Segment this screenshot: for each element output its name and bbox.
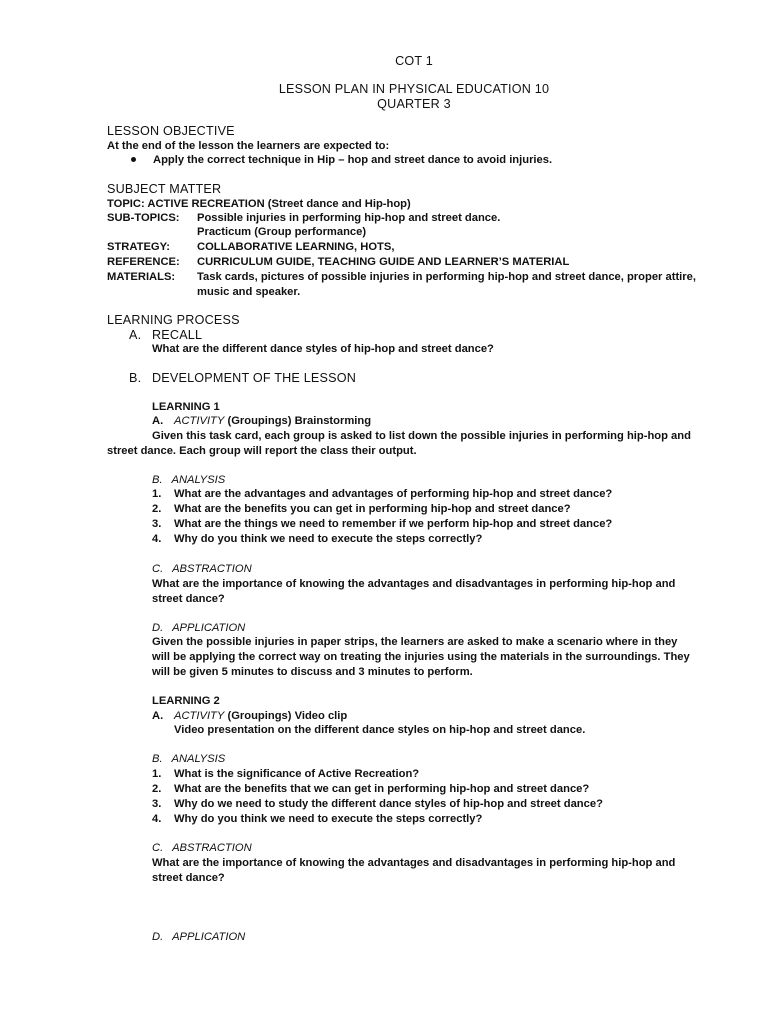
learning-process-heading: LEARNING PROCESS bbox=[107, 313, 240, 327]
development-heading: DEVELOPMENT OF THE LESSON bbox=[152, 371, 356, 385]
list-item: What are the benefits that we can get in performing hip-hop and street dance? bbox=[174, 783, 590, 795]
subtopics-value-2: Practicum (Group performance) bbox=[197, 226, 367, 238]
objective-intro: At the end of the lesson the learners are expected to: bbox=[107, 140, 390, 152]
recall-letter: A. bbox=[129, 328, 142, 342]
learning-1-activity-line bbox=[174, 414, 371, 428]
learning-2-application-heading: D. APPLICATION bbox=[152, 931, 246, 943]
learning-1-application-text-3: will be given 5 minutes to discuss and 3 minutes to perform. bbox=[152, 666, 473, 678]
learning-1-activity-text-2: street dance. Each group will report the class their output. bbox=[107, 445, 417, 457]
learning-2-activity-text: Video presentation on the different dance styles on hip-hop and street dance. bbox=[174, 724, 586, 736]
learning-1-application-heading: D. APPLICATION bbox=[152, 622, 246, 634]
list-item-number: 4. bbox=[152, 533, 162, 545]
learning-2-activity-letter: A. bbox=[152, 710, 164, 722]
list-item-number: 4. bbox=[152, 813, 162, 825]
strategy-value: COLLABORATIVE LEARNING, HOTS, bbox=[197, 241, 395, 253]
recall-heading: RECALL bbox=[152, 328, 203, 342]
doc-cot-label: COT 1 bbox=[395, 54, 433, 68]
list-item: What are the benefits you can get in performing hip-hop and street dance? bbox=[174, 503, 571, 515]
topic-line: TOPIC: ACTIVE RECREATION (Street dance and Hip-hop) bbox=[107, 198, 411, 210]
learning-2-title: LEARNING 2 bbox=[152, 695, 220, 707]
subtopics-label: SUB-TOPICS: bbox=[107, 212, 180, 224]
list-item: What are the advantages and advantages of performing hip-hop and street dance? bbox=[174, 488, 613, 500]
learning-1-application-text-2: will be applying the correct way on treating the injuries using the materials in the surroundings. They bbox=[152, 651, 690, 663]
doc-title: LESSON PLAN IN PHYSICAL EDUCATION 10 bbox=[278, 82, 550, 96]
learning-1-activity-letter: A. bbox=[152, 415, 164, 427]
materials-label: MATERIALS: bbox=[107, 271, 176, 283]
activity-grouping: (Groupings) bbox=[224, 415, 295, 427]
learning-1-activity-text-1: Given this task card, each group is asked to list down the possible injuries in performing hip-hop and bbox=[152, 430, 691, 442]
activity-label: ACTIVITY bbox=[174, 710, 225, 722]
list-item-number: 3. bbox=[152, 518, 162, 530]
learning-1-abstraction-heading: C. ABSTRACTION bbox=[152, 563, 252, 575]
learning-1-abstraction-text-1: What are the importance of knowing the advantages and disadvantages in performing hip-hop and bbox=[152, 578, 676, 590]
list-item: Why do you think we need to execute the steps correctly? bbox=[174, 813, 483, 825]
learning-1-application-text-1: Given the possible injuries in paper strips, the learners are asked to make a scenario where in they bbox=[152, 636, 678, 648]
list-item: What is the significance of Active Recreation? bbox=[174, 768, 420, 780]
learning-2-analysis-heading: B. ANALYSIS bbox=[152, 753, 226, 765]
list-item-number: 2. bbox=[152, 503, 162, 515]
learning-2-abstraction-heading: C. ABSTRACTION bbox=[152, 842, 252, 854]
reference-label: REFERENCE: bbox=[107, 256, 180, 268]
activity-grouping: (Groupings) Video clip bbox=[224, 710, 348, 722]
materials-value-1: Task cards, pictures of possible injuries in performing hip-hop and street dance, proper attire, bbox=[197, 271, 696, 283]
subtopics-value-1: Possible injuries in performing hip-hop and street dance. bbox=[197, 212, 501, 224]
learning-1-title: LEARNING 1 bbox=[152, 401, 220, 413]
activity-type: Brainstorming bbox=[294, 415, 372, 427]
learning-2-abstraction-text-2: street dance? bbox=[152, 872, 225, 884]
bullet-icon bbox=[131, 157, 136, 162]
list-item-number: 2. bbox=[152, 783, 162, 795]
learning-2-activity-line bbox=[174, 709, 347, 723]
objective-heading: LESSON OBJECTIVE bbox=[107, 124, 235, 138]
doc-quarter: QUARTER 3 bbox=[377, 97, 451, 111]
objective-bullet-text: Apply the correct technique in Hip – hop and street dance to avoid injuries. bbox=[153, 154, 553, 166]
strategy-label: STRATEGY: bbox=[107, 241, 170, 253]
learning-1-abstraction-text-2: street dance? bbox=[152, 593, 225, 605]
learning-1-analysis-heading: B. ANALYSIS bbox=[152, 474, 226, 486]
subject-matter-heading: SUBJECT MATTER bbox=[107, 182, 222, 196]
list-item-number: 1. bbox=[152, 488, 162, 500]
materials-value-2: music and speaker. bbox=[197, 286, 301, 298]
list-item-number: 3. bbox=[152, 798, 162, 810]
list-item: What are the things we need to remember if we perform hip-hop and street dance? bbox=[174, 518, 613, 530]
list-item-number: 1. bbox=[152, 768, 162, 780]
development-letter: B. bbox=[129, 371, 142, 385]
reference-value: CURRICULUM GUIDE, TEACHING GUIDE AND LEARNER’S MATERIAL bbox=[197, 256, 570, 268]
activity-label: ACTIVITY bbox=[174, 415, 225, 427]
recall-question: What are the different dance styles of hip-hop and street dance? bbox=[152, 343, 494, 355]
list-item: Why do you think we need to execute the steps correctly? bbox=[174, 533, 483, 545]
learning-2-abstraction-text-1: What are the importance of knowing the advantages and disadvantages in performing hip-hop and bbox=[152, 857, 676, 869]
list-item: Why do we need to study the different dance styles of hip-hop and street dance? bbox=[174, 798, 603, 810]
